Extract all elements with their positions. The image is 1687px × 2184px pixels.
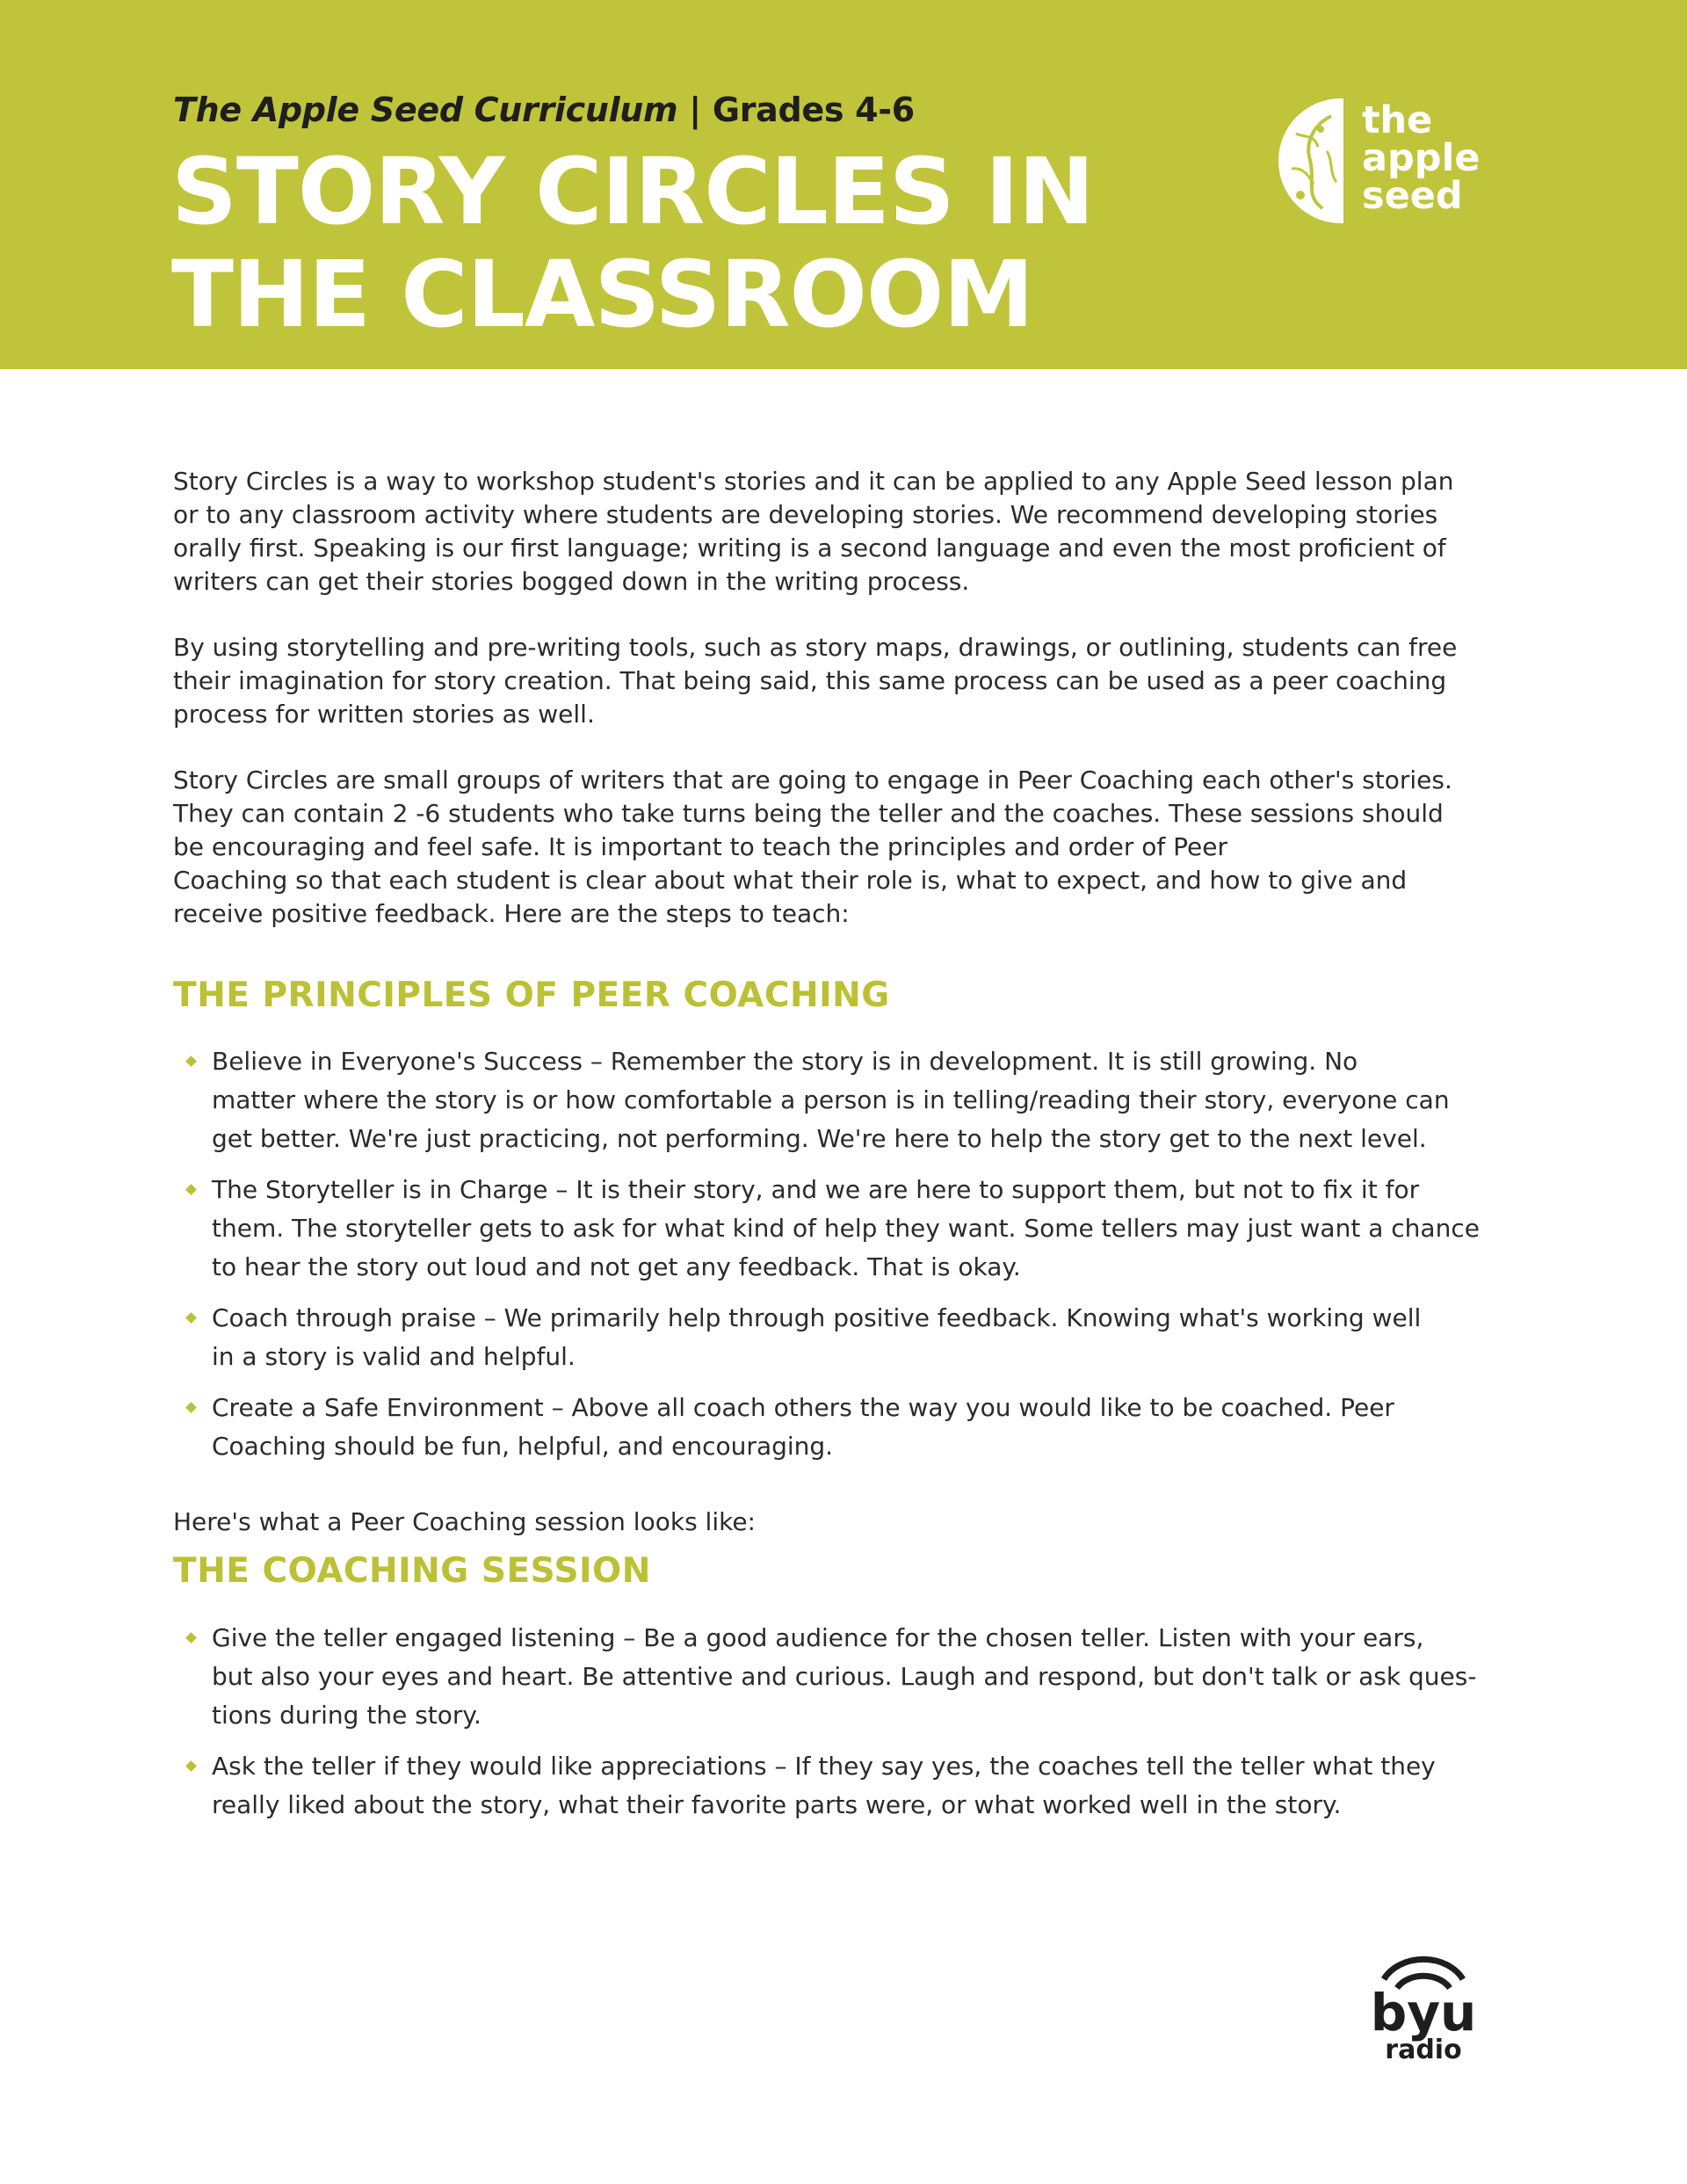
- text-line: Story Circles are small groups of writers that are going to engage in Peer Coaching each other's stories.: [173, 765, 1452, 795]
- byu-radio-logo: [1358, 1942, 1489, 2065]
- intro-paragraph-2: [173, 631, 1491, 731]
- principles-list: [187, 1042, 1505, 1466]
- coaching-session-list: [187, 1619, 1505, 1825]
- coaching-session-heading: THE COACHING SESSION: [173, 1551, 651, 1591]
- text-line: be encouraging and feel safe. It is important to teach the principles and order of Peer: [173, 832, 1228, 861]
- radio-wordmark: radio: [1385, 2035, 1462, 2065]
- list-item: [187, 1042, 1505, 1158]
- diamond-bullet-icon: [185, 1312, 197, 1324]
- text-line: Give the teller engaged listening – Be a good audience for the chosen teller. Listen with your ears,: [212, 1623, 1424, 1652]
- logo-wordmark: [1362, 98, 1481, 218]
- apple-seed-logo: [1278, 98, 1507, 226]
- subtitle-separator: |: [689, 91, 701, 129]
- text-line: Ask the teller if they would like appreciations – If they say yes, the coaches tell the teller what they: [212, 1752, 1436, 1781]
- text-line: The Storyteller is in Charge – It is their story, and we are here to support them, but not to fix it for: [212, 1175, 1420, 1204]
- series-name: The Apple Seed Curriculum: [173, 91, 678, 129]
- text-line: their imagination for story creation. That being said, this same process can be used as a peer coaching: [173, 666, 1447, 695]
- principles-heading: THE PRINCIPLES OF PEER COACHING: [173, 976, 890, 1015]
- diamond-bullet-icon: [185, 1184, 197, 1195]
- text-line: get better. We're just practicing, not performing. We're here to help the story get to the next level.: [212, 1124, 1427, 1153]
- diamond-bullet-icon: [185, 1402, 197, 1413]
- text-line: matter where the story is or how comfortable a person is in telling/reading their story, everyone can: [212, 1085, 1450, 1114]
- text-line: tions during the story.: [212, 1701, 481, 1730]
- list-spacer: [187, 1735, 1505, 1747]
- text-line: They can contain 2 -6 students who take turns being the teller and the coaches. These sessions should: [173, 799, 1444, 828]
- curriculum-subtitle: [173, 91, 915, 129]
- text-line: Coaching so that each student is clear about what their role is, what to expect, and how to give and: [173, 866, 1408, 895]
- title-line-2: THE CLASSROOM: [171, 241, 1033, 348]
- text-line: Coach through praise – We primarily help through positive feedback. Knowing what's working well: [212, 1303, 1422, 1332]
- session-intro-text: Here's what a Peer Coaching session looks like:: [173, 1507, 756, 1536]
- intro-paragraph-3: [173, 764, 1491, 931]
- text-line: to hear the story out loud and not get any feedback. That is okay.: [212, 1252, 1021, 1281]
- logo-word-the: the: [1362, 98, 1433, 142]
- text-line: or to any classroom activity where students are developing stories. We recommend developing stories: [173, 500, 1438, 529]
- grade-level: Grades 4-6: [712, 91, 915, 129]
- byu-wordmark: byu: [1370, 1983, 1477, 2043]
- text-line: Story Circles is a way to workshop student's stories and it can be applied to any Apple Seed lesson plan: [173, 467, 1454, 496]
- list-spacer: [187, 1287, 1505, 1299]
- list-item: [187, 1299, 1505, 1376]
- text-line: them. The storyteller gets to ask for what kind of help they want. Some tellers may just want a chance: [212, 1214, 1480, 1243]
- diamond-bullet-icon: [185, 1632, 197, 1643]
- text-line: in a story is valid and helpful.: [212, 1342, 576, 1371]
- title-line-1: STORY CIRCLES IN: [171, 138, 1094, 245]
- list-item: [187, 1619, 1505, 1735]
- text-line: receive positive feedback. Here are the steps to teach:: [173, 899, 850, 928]
- diamond-bullet-icon: [185, 1056, 197, 1067]
- page-title: [171, 138, 1094, 348]
- apple-half-icon: [1278, 98, 1343, 223]
- list-item: [187, 1389, 1505, 1466]
- text-line: really liked about the story, what their favorite parts were, or what worked well in the story.: [212, 1790, 1342, 1819]
- list-spacer: [187, 1376, 1505, 1389]
- logo-word-seed: seed: [1362, 174, 1463, 218]
- text-line: Believe in Everyone's Success – Remember the story is in development. It is still growing. No: [212, 1047, 1358, 1076]
- text-line: By using storytelling and pre-writing tools, such as story maps, drawings, or outlining, students can free: [173, 633, 1458, 662]
- header-banner: [0, 0, 1687, 369]
- logo-word-apple: apple: [1362, 136, 1481, 180]
- list-item: [187, 1747, 1505, 1825]
- text-line: but also your eyes and heart. Be attentive and curious. Laugh and respond, but don't talk or ask ques-: [212, 1662, 1477, 1691]
- text-line: Coaching should be fun, helpful, and encouraging.: [212, 1432, 834, 1461]
- list-item: [187, 1171, 1505, 1287]
- list-spacer: [187, 1158, 1505, 1171]
- intro-paragraph-1: [173, 465, 1491, 599]
- text-line: Create a Safe Environment – Above all coach others the way you would like to be coached. Peer: [212, 1393, 1394, 1422]
- text-line: process for written stories as well.: [173, 700, 595, 729]
- diamond-bullet-icon: [185, 1760, 197, 1772]
- text-line: writers can get their stories bogged down in the writing process.: [173, 567, 970, 596]
- text-line: orally first. Speaking is our first language; writing is a second language and even the most proficient of: [173, 533, 1446, 562]
